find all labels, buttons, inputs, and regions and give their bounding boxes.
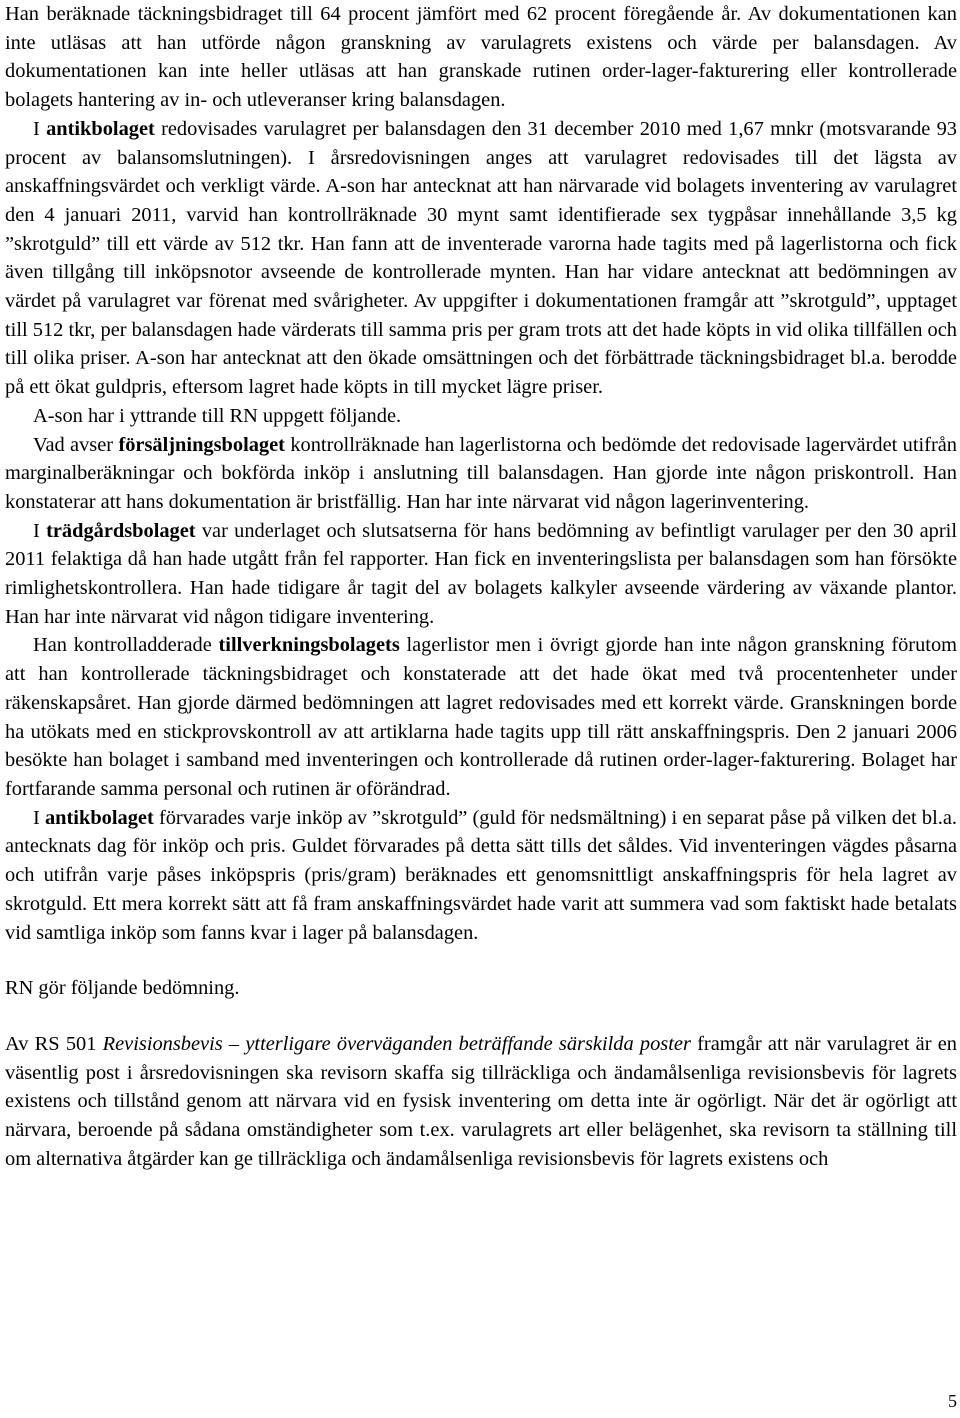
document-body <box>5 0 957 1173</box>
paragraph <box>5 431 957 517</box>
text-run: I <box>33 117 47 140</box>
text-run: Han beräknade täckningsbidraget till 64 procent jämfört med 62 procent föregående år. Av dokumentationen kan inte utläsas att han utförde någon granskning av varulagrets existens och värde per balansdagen. Av dokumentationen kan inte heller utläsas att han granskade rutinen order-lager-fakturering eller kontrollerade bolagets hantering av in- och utleveranser kring balansdagen. <box>5 3 957 112</box>
bold-term: försäljningsbolaget <box>118 433 285 456</box>
bold-term: antikbolaget <box>44 806 154 829</box>
page-number: 5 <box>948 1391 957 1411</box>
text-run: framgår att när varulagret är en väsentlig post i årsredovisningen ska revisorn skaffa sig tillräckliga och ändamålsenliga revisionsbevis för lagrets existens och tillstånd genom att närvara vid en fysisk inventering om detta inte är ogörligt. När det är ogörligt att närvara, beroende på sådana omständigheter som t.ex. varulagrets art eller belägenhet, ska revisorn ta ställning till om alternativa åtgärder kan ge tillräckliga och ändamålsenliga revisionsbevis för lagrets existens och <box>5 1032 958 1170</box>
text-run: A-son har i yttrande till RN uppgett följande. <box>33 404 402 427</box>
bold-term: antikbolaget <box>46 117 155 140</box>
text-run: I <box>33 806 45 829</box>
document-page <box>5 0 957 1173</box>
text-run: kontrollräknade han lagerlistorna och bedömde det redovisade lagervärdet utifrån marginalberäkningar och bokförda inköp i anslutning till balansdagen. Han gjorde inte någon priskontroll. Han konstaterar att hans dokumentation är bristfällig. Han har inte närvarat vid någon lagerinventering. <box>5 433 958 513</box>
text-run: lagerlistor men i övrigt gjorde han inte någon granskning förutom att han kontrollerade täckningsbidraget och konstaterade att det hade ökat med två procentenheter under räkenskapsåret. Han gjorde därmed bedömningen att lagret redovisades med ett korrekt värde. Granskningen borde ha utökats med en stickprovskontroll av att artiklarna hade tagits upp till rätt anskaffningspris. Den 2 januari 2006 besökte han bolaget i samband med inventeringen och kontrollerade då rutinen order-lager-fakturering. Bolaget har fortfarande samma personal och rutinen är oförändrad. <box>5 634 958 800</box>
text-run: RN gör följande bedömning. <box>5 977 240 1000</box>
text-run: Vad avser <box>33 433 119 456</box>
bold-term: tillverkningsbolagets <box>218 634 400 657</box>
paragraph <box>5 804 957 948</box>
paragraph <box>5 0 957 115</box>
text-run: redovisades varulagret per balansdagen den 31 december 2010 med 1,67 mnkr (motsvarande 93 procent av balansomslutningen). I årsredovisningen anges att varulagret redovisades till det lägsta av anskaffningsvärdet och verkligt värde. A-son har antecknat att han närvarade vid bolagets inventering av varulagret den 4 januari 2011, varvid han kontrollräknade 30 mynt samt identifierade sex tygpåsar innehållande 3,5 kg ”skrotguld” till ett värde av 512 tkr. Han fann att de inventerade varorna hade tagits med på lagerlistorna och fick även tillgång till inköpsnotor avseende de kontrollerade mynten. Han har vidare antecknat att bedömningen av värdet på varulagret var förenat med svårigheter. Av uppgifter i dokumentationen framgår att ”skrotguld”, upptaget till 512 tkr, per balansdagen hade värderats till samma pris per gram trots att det hade köpts in vid olika tillfällen och till olika priser. A-son har antecknat att den ökade omsättningen och det förbättrade täckningsbidraget bl.a. berodde på ett ökat guldpris, eftersom lagret hade köpts in till mycket lägre priser. <box>5 117 958 399</box>
paragraph <box>5 402 957 431</box>
text-run: Han kontrolladderade <box>33 634 219 657</box>
paragraph <box>5 1030 957 1174</box>
paragraph <box>5 974 957 1003</box>
bold-term: trädgårdsbolaget <box>46 519 196 542</box>
text-run: Av RS 501 <box>5 1032 103 1055</box>
text-run: var underlaget och slutsatserna för hans bedömning av befintligt varulager per den 30 april 2011 felaktiga då han hade utgått från fel rapporter. Han fick en inventeringslista per balansdagen som han försökte rimlighetskontrollera. Han hade tidigare år tagit del av bolagets kalkyler avseende värdering av växande plantor. Han har inte närvarat vid någon tidigare inventering. <box>5 519 957 628</box>
paragraph <box>5 517 957 632</box>
text-run: förvarades varje inköp av ”skrotguld” (guld för nedsmältning) i en separat påse på vilken det bl.a. antecknats dag för inköp och pris. Guldet förvarades på detta sätt tills det såldes. Vid inventeringen vägdes påsarna och utifrån varje påses inköpspris (pris/gram) beräknades ett genomsnittligt anskaffningspris för hela lagret av skrotguld. Ett mera korrekt sätt att få fram anskaffningsvärdet hade varit att summera vad som faktiskt hade betalats vid samtliga inköp som fanns kvar i lager på balansdagen. <box>5 806 957 944</box>
italic-title: Revisionsbevis – ytterligare överväganden beträffande särskilda poster <box>102 1032 691 1055</box>
text-run: I <box>33 519 47 542</box>
paragraph <box>5 631 957 803</box>
paragraph <box>5 115 957 402</box>
